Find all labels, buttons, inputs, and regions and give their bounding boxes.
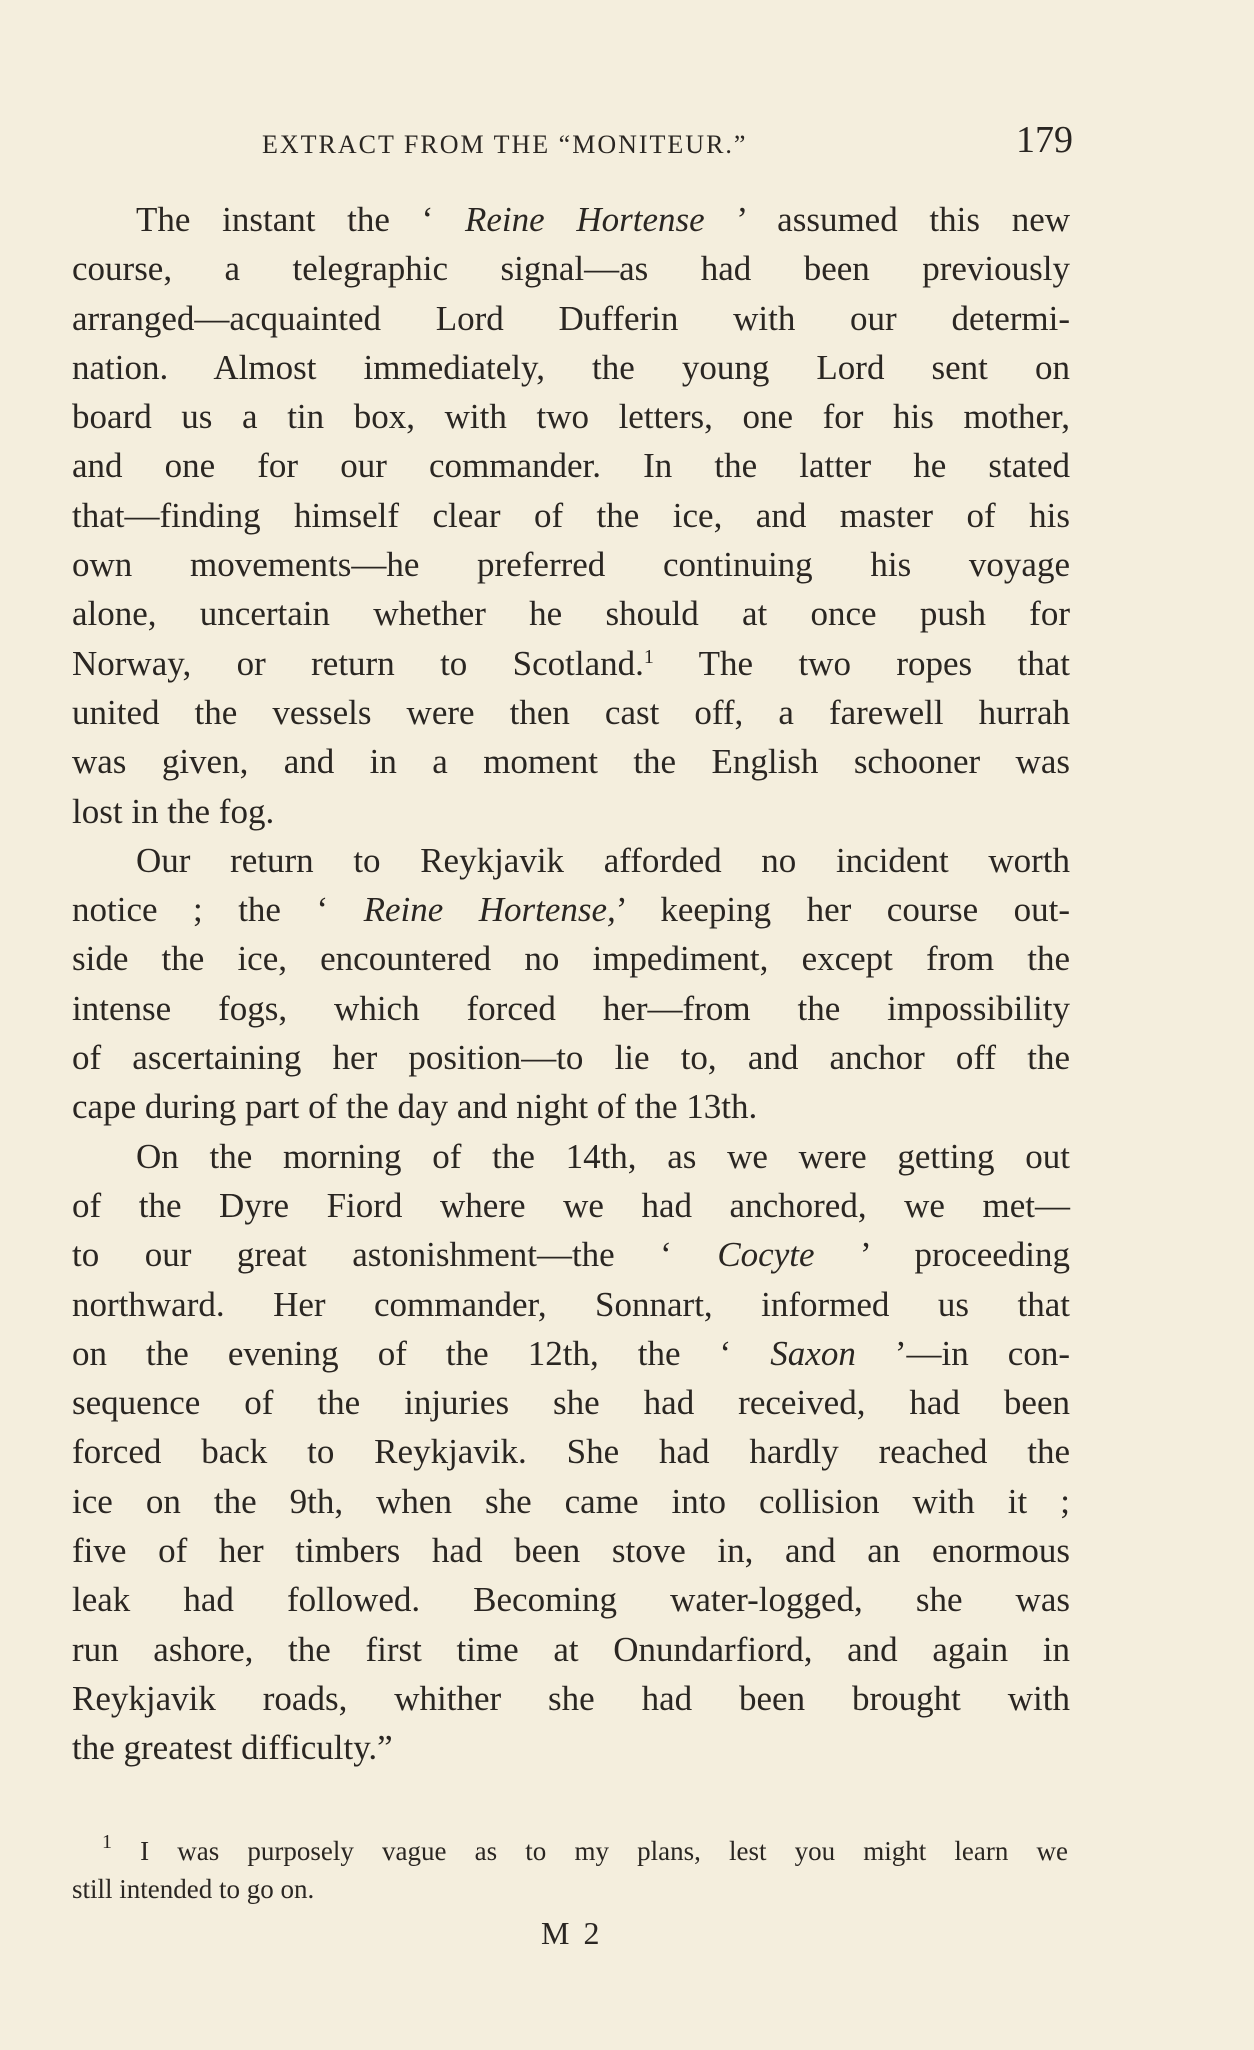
- text-line: run ashore, the first time at Onundarfiord, and again in: [72, 1629, 1070, 1669]
- text-line: and one for our commander. In the latter he stated: [72, 446, 1070, 486]
- text-line: The instant the ‘ Reine Hortense ’ assumed this new: [136, 200, 1071, 239]
- text-line: was given, and in a moment the English schooner was: [72, 742, 1070, 782]
- text-line: board us a tin box, with two letters, one for his mother,: [72, 397, 1070, 437]
- text-line: nation. Almost immediately, the young Lord sent on: [72, 347, 1070, 387]
- italic-ship-name: Reine Hortense: [465, 200, 705, 239]
- italic-ship-name: Cocyte: [717, 1235, 815, 1275]
- text-line: alone, uncertain whether he should at once push for: [72, 594, 1070, 634]
- text-line: forced back to Reykjavik. She had hardly reached the: [72, 1432, 1070, 1472]
- text-line: Reykjavik roads, whither she had been brought with: [72, 1678, 1070, 1718]
- text-line: ice on the 9th, when she came into collision with it ;: [72, 1481, 1070, 1521]
- footnote-text-1: I was purposely vague as to my plans, lest you might learn we: [140, 1836, 1068, 1866]
- text-line: lost in the fog.: [72, 791, 275, 831]
- text-line: own movements—he preferred continuing his voyage: [72, 545, 1070, 585]
- text-line: Norway, or return to Scotland.$^1$ The two ropes that: [72, 643, 1071, 683]
- text-line: leak had followed. Becoming water-logged, she was: [72, 1580, 1070, 1620]
- footnote-line-1: [72, 1832, 1068, 1870]
- italic-ship-name: Reine Hortense,: [363, 890, 616, 930]
- text-line: united the vessels were then cast off, a farewell hurrah: [72, 692, 1070, 732]
- page-number: 179: [1016, 119, 1073, 161]
- text-line: cape during part of the day and night of the 13th.: [72, 1087, 758, 1127]
- text-line: Our return to Reykjavik afforded no incident worth: [136, 840, 1070, 880]
- footnote-reference: 1: [643, 645, 654, 668]
- text-line: on the evening of the 12th, the ‘ Saxon ’—in con-: [72, 1333, 1071, 1373]
- italic-ship-name: Saxon: [770, 1333, 856, 1373]
- text-line: that—finding himself clear of the ice, and master of his: [72, 495, 1070, 535]
- text-line: arranged—acquainted Lord Dufferin with our determi-: [72, 298, 1070, 338]
- text-line: northward. Her commander, Sonnart, informed us that: [72, 1284, 1070, 1324]
- running-head: [70, 118, 1073, 168]
- footnote-line-2: still intended to go on.: [72, 1874, 315, 1904]
- running-head-title: EXTRACT FROM THE “MONITEUR.”: [262, 130, 748, 159]
- text-line: to our great astonishment—the ‘ Cocyte ’ proceeding: [72, 1235, 1071, 1275]
- text-line: course, a telegraphic signal—as had been previously: [72, 249, 1070, 289]
- text-line: sequence of the injuries she had received, had been: [72, 1383, 1070, 1423]
- text-line: intense fogs, which forced her—from the impossibility: [72, 988, 1070, 1028]
- body-text: [72, 195, 1070, 1773]
- text-line: the greatest difficulty.”: [72, 1728, 393, 1768]
- text-line: On the morning of the 14th, as we were getting out: [136, 1136, 1070, 1176]
- signature-mark: M 2: [541, 1915, 603, 1951]
- text-line: notice ; the ‘ Reine Hortense,’ keeping her course out-: [72, 890, 1071, 930]
- footnote: [72, 1832, 1068, 1908]
- text-line: side the ice, encountered no impediment, except from the: [72, 939, 1070, 979]
- text-line: of the Dyre Fiord where we had anchored, we met—: [72, 1185, 1070, 1225]
- footnote-marker: 1: [102, 1831, 112, 1853]
- text-line: of ascertaining her position—to lie to, and anchor off the: [72, 1038, 1070, 1078]
- text-line: five of her timbers had been stove in, and an enormous: [72, 1531, 1070, 1571]
